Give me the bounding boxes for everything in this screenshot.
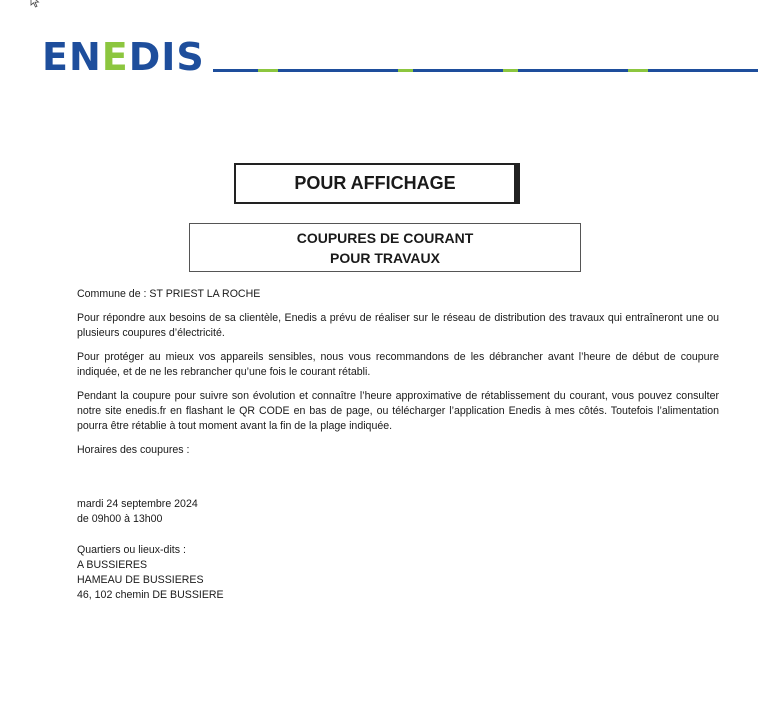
- place-item: A BUSSIERES: [77, 559, 148, 571]
- subtitle-line-2: POUR TRAVAUX: [330, 249, 440, 266]
- schedule-date: mardi 24 septembre 2024: [77, 498, 198, 510]
- places-heading: Quartiers ou lieux-dits :: [77, 544, 186, 556]
- paragraph-1: Pour répondre aux besoins de sa clientèle, Enedis a prévu de réaliser sur le réseau de distribution des travaux qui entraîneront une ou plusieurs coupures d’électricité.: [77, 312, 719, 339]
- paragraph-3: Pendant la coupure pour suivre son évolution et connaître l’heure approximative de rétablissement du courant, vous pouvez consulter notre site enedis.fr en flashant le QR CODE en bas de page, ou télécharger l’application Enedis à mes côtés. Toutefois l’alimentation pourra être rétablie à tout moment avant la fin de la plage indiquée.: [77, 390, 719, 432]
- schedule-time: de 09h00 à 13h00: [77, 513, 163, 525]
- subtitle-box: [189, 223, 581, 272]
- paragraph-2: Pour protéger au mieux vos appareils sensibles, nous vous recommandons de les débrancher avant l’heure de début de coupure indiquée, et de ne les rebrancher qu’une fois le courant rétabli.: [77, 351, 719, 378]
- place-item: HAMEAU DE BUSSIERES: [77, 574, 204, 586]
- mouse-cursor-icon: [30, 0, 42, 8]
- commune-line: Commune de : ST PRIEST LA ROCHE: [77, 288, 261, 300]
- logo-divider-line: [213, 69, 758, 72]
- schedule-heading: Horaires des coupures :: [77, 444, 190, 456]
- subtitle-line-1: COUPURES DE COURANT: [296, 229, 474, 246]
- notice-body: [77, 287, 719, 603]
- page-title: POUR AFFICHAGE: [234, 163, 516, 204]
- place-item: 46, 102 chemin DE BUSSIERE: [77, 589, 224, 601]
- enedis-logo: ENEDIS: [42, 35, 205, 79]
